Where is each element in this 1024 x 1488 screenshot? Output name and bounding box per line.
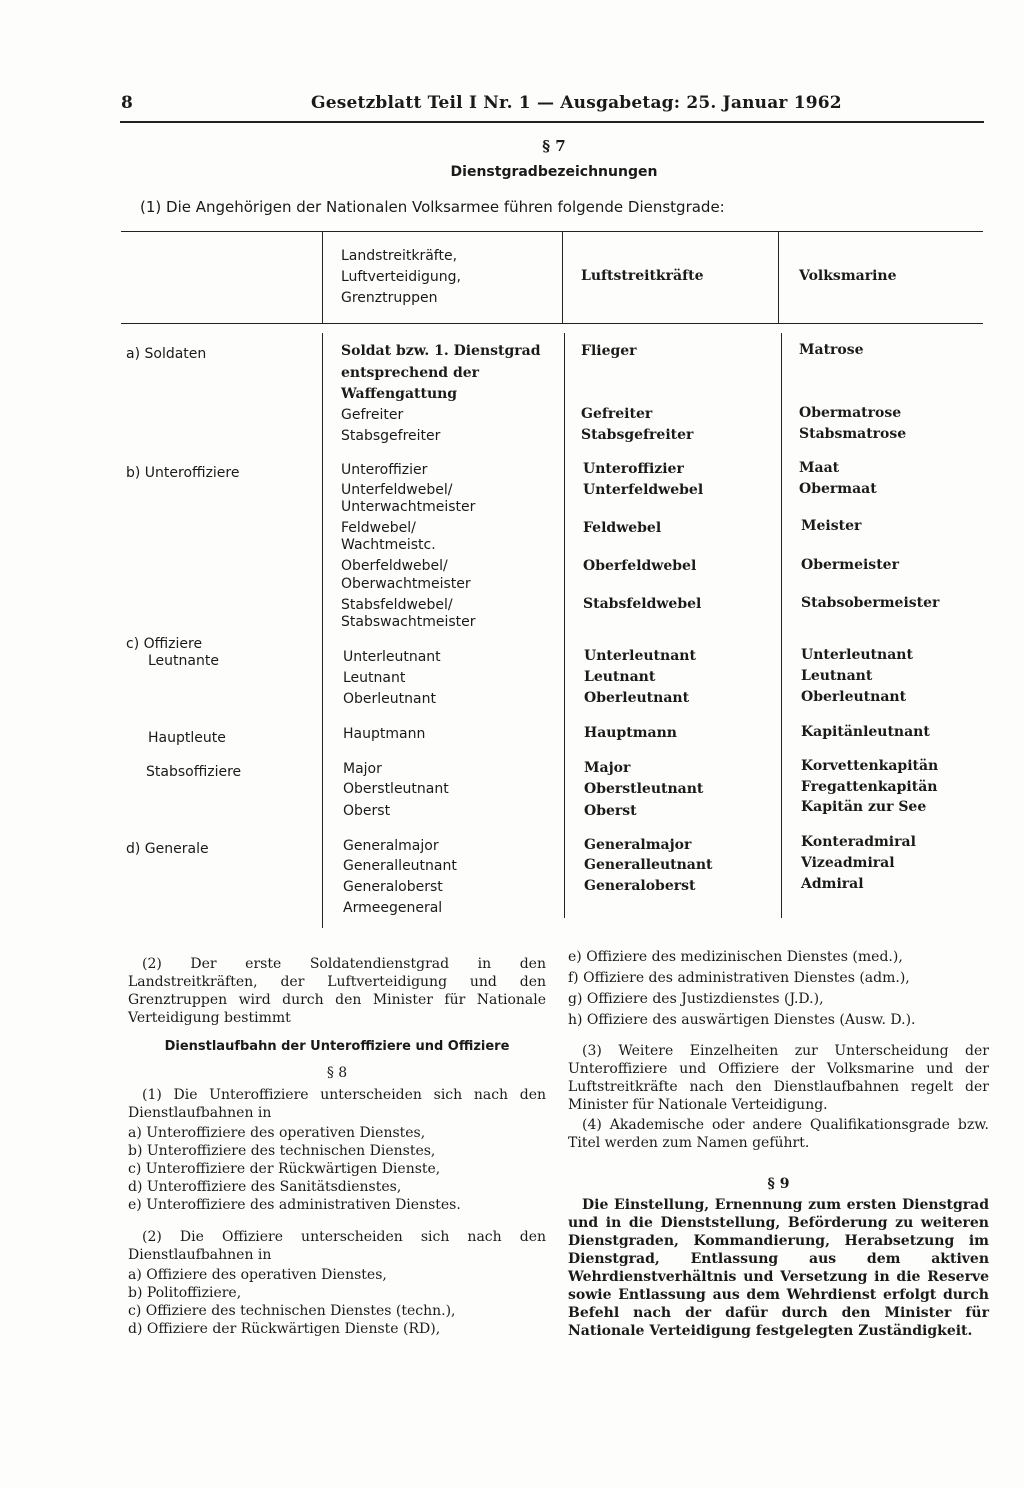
rank-cell: Leutnant: [343, 670, 406, 686]
rank-cell: Stabsfeldwebel: [583, 596, 702, 612]
rank-cell: Waffengattung: [341, 386, 458, 402]
rank-cell: Unteroffizier: [341, 462, 428, 478]
list-offiziere: [128, 1266, 546, 1338]
rank-cell: Kapitänleutnant: [801, 724, 930, 740]
page-number: 8: [121, 93, 134, 113]
rank-cell: Stabsobermeister: [801, 595, 940, 611]
rank-cell: Armeegeneral: [343, 900, 443, 916]
rank-cell: Feldwebel/: [341, 520, 416, 536]
list-item: c) Unteroffiziere der Rückwärtigen Dienste,: [128, 1161, 441, 1177]
rank-cell: Stabsgefreiter: [581, 427, 694, 443]
rank-cell: Vizeadmiral: [801, 855, 895, 871]
section-7-number: § 7: [542, 137, 566, 155]
rank-cell: Generalmajor: [584, 837, 692, 853]
column-header-luft: Luftstreitkräfte: [581, 268, 704, 284]
rank-cell: Unterleutnant: [343, 649, 441, 665]
rank-cell: Matrose: [799, 342, 864, 358]
rank-cell: Feldwebel: [583, 520, 662, 536]
rank-cell: Oberfeldwebel: [583, 558, 697, 574]
rank-cell: Stabswachtmeister: [341, 614, 476, 630]
table-divider: [562, 231, 563, 323]
rank-cell: Oberst: [584, 803, 637, 819]
table-divider: [781, 333, 782, 918]
column-header-marine: Volksmarine: [799, 268, 897, 284]
rank-cell: Fregattenkapitän: [801, 779, 938, 795]
list-item: d) Offiziere der Rückwärtigen Dienste (RD),: [128, 1321, 441, 1337]
rank-cell: Korvettenkapitän: [801, 758, 939, 774]
rank-cell: Admiral: [801, 876, 864, 892]
table-divider: [322, 333, 323, 928]
list-item: e) Unteroffiziere des administrativen Dienstes.: [128, 1197, 461, 1213]
category-soldaten: a) Soldaten: [126, 346, 207, 362]
category-generale: d) Generale: [126, 841, 209, 857]
table-header-rule: [121, 323, 983, 324]
paragraph-8-3: (3) Weitere Einzelheiten zur Unterscheidung der Unteroffiziere und Offiziere der Volksmarine und der Luftstreitkräfte nach den Dienstlaufbahnen regelt der Minister für Nationale Verteidigung.: [568, 1043, 989, 1113]
heading-dienstlaufbahn: Dienstlaufbahn der Unteroffiziere und Offiziere: [164, 1039, 510, 1054]
table-top-rule: [121, 231, 983, 232]
rank-cell: Meister: [801, 518, 862, 534]
category-stabsoffiziere: Stabsoffiziere: [146, 764, 242, 780]
rank-cell: Unterwachtmeister: [341, 499, 476, 515]
rank-cell: entsprechend der: [341, 365, 480, 381]
list-item: e) Offiziere des medizinischen Dienstes (med.),: [568, 949, 903, 965]
section-8-number: § 8: [326, 1065, 348, 1081]
list-item: b) Politoffiziere,: [128, 1285, 242, 1301]
rank-cell: Generalmajor: [343, 838, 439, 854]
rank-cell: Major: [343, 761, 382, 777]
list-item: d) Unteroffiziere des Sanitätsdienstes,: [128, 1179, 402, 1195]
rank-cell: Obermaat: [799, 481, 877, 497]
list-item: a) Unteroffiziere des operativen Dienstes,: [128, 1125, 426, 1141]
rank-cell: Oberstleutnant: [343, 781, 449, 797]
list-item: h) Offiziere des auswärtigen Dienstes (Ausw. D.).: [568, 1012, 916, 1028]
rank-cell: Oberst: [343, 803, 391, 819]
rank-cell: Unterleutnant: [584, 648, 696, 664]
rank-cell: Hauptmann: [343, 726, 426, 742]
rank-cell: Soldat bzw. 1. Dienstgrad: [341, 343, 541, 359]
rank-cell: Stabsmatrose: [799, 426, 907, 442]
paragraph-9: Die Einstellung, Ernennung zum ersten Dienstgrad und in die Dienststellung, Beförderung zu weiteren Dienstgraden, Kommandierung, Herabsetzung im Dienstgrad, Entlassung aus dem aktiven Wehrdienstverhältnis und Versetzung in die Reserve sowie Entlassung aus dem Wehrdienst erfolgt durch Befehl nach der dafür durch den Minister für Nationale Verteidigung festgelegten Zuständigkeit.: [568, 1197, 989, 1339]
table-divider: [778, 231, 779, 323]
section-9-number: § 9: [767, 1176, 790, 1192]
table-divider: [564, 333, 565, 918]
rank-cell: Oberleutnant: [801, 689, 907, 705]
category-offiziere: c) Offiziere: [126, 636, 203, 652]
column-header-land: [341, 246, 461, 309]
rank-cell: Generaloberst: [584, 878, 696, 894]
rank-cell: Gefreiter: [581, 406, 653, 422]
rank-cell: Generaloberst: [343, 879, 443, 895]
rank-cell: Konteradmiral: [801, 834, 916, 850]
category-unteroffiziere: b) Unteroffiziere: [126, 465, 240, 481]
rank-cell: Kapitän zur See: [801, 799, 927, 815]
rank-cell: Major: [584, 760, 631, 776]
list-offiziere-continued: [568, 947, 989, 1031]
rank-cell: Unterfeldwebel: [583, 482, 704, 498]
list-item: g) Offiziere des Justizdienstes (J.D.),: [568, 991, 824, 1007]
rank-cell: Leutnant: [801, 668, 873, 684]
rank-cell: Unterfeldwebel/: [341, 482, 453, 498]
table-divider: [322, 231, 323, 323]
rank-cell: Oberleutnant: [343, 691, 436, 707]
rank-cell: Wachtmeistc.: [341, 537, 436, 553]
paragraph-7-2: (2) Der erste Soldatendienstgrad in den Landstreitkräften, der Luftverteidigung und den Grenztruppen wird durch den Minister für Nationale Verteidigung bestimmt: [128, 956, 546, 1026]
column-header-line: Grenztruppen: [341, 290, 438, 306]
rank-cell: Flieger: [581, 343, 637, 359]
header-rule: [120, 121, 984, 123]
rank-cell: Hauptmann: [584, 725, 677, 741]
rank-cell: Maat: [799, 460, 840, 476]
category-hauptleute: Hauptleute: [148, 730, 226, 746]
column-header-line: Luftverteidigung,: [341, 269, 461, 285]
rank-cell: Oberleutnant: [584, 690, 690, 706]
list-item: b) Unteroffiziere des technischen Dienstes,: [128, 1143, 436, 1159]
category-leutnante: Leutnante: [148, 653, 219, 669]
list-item: f) Offiziere des administrativen Dienstes (adm.),: [568, 970, 910, 986]
rank-cell: Generalleutnant: [343, 858, 457, 874]
section-7-heading: Dienstgradbezeichnungen: [450, 164, 658, 180]
rank-cell: Obermeister: [801, 557, 899, 573]
paragraph-8-1: (1) Die Unteroffiziere unterscheiden sich nach den Dienstlaufbahnen in: [128, 1087, 546, 1121]
rank-cell: Unteroffizier: [583, 461, 684, 477]
rank-cell: Gefreiter: [341, 407, 404, 423]
paragraph-8-2: (2) Die Offiziere unterscheiden sich nach den Dienstlaufbahnen in: [128, 1229, 546, 1263]
list-item: c) Offiziere des technischen Dienstes (techn.),: [128, 1303, 456, 1319]
rank-cell: Oberstleutnant: [584, 781, 704, 797]
list-unteroffiziere: [128, 1124, 546, 1214]
rank-cell: Obermatrose: [799, 405, 902, 421]
rank-cell: Stabsgefreiter: [341, 428, 441, 444]
list-item: a) Offiziere des operativen Dienstes,: [128, 1267, 387, 1283]
rank-cell: Leutnant: [584, 669, 656, 685]
section-7-intro: (1) Die Angehörigen der Nationalen Volksarmee führen folgende Dienstgrade:: [140, 198, 725, 216]
rank-cell: Generalleutnant: [584, 857, 713, 873]
rank-cell: Oberfeldwebel/: [341, 558, 448, 574]
rank-cell: Stabsfeldwebel/: [341, 597, 453, 613]
page-header-title: Gesetzblatt Teil I Nr. 1 — Ausgabetag: 25. Januar 1962: [311, 93, 842, 113]
rank-cell: Unterleutnant: [801, 647, 913, 663]
column-header-line: Landstreitkräfte,: [341, 248, 458, 264]
paragraph-8-4: (4) Akademische oder andere Qualifikationsgrade bzw. Titel werden zum Namen geführt.: [568, 1117, 989, 1151]
rank-cell: Oberwachtmeister: [341, 576, 471, 592]
